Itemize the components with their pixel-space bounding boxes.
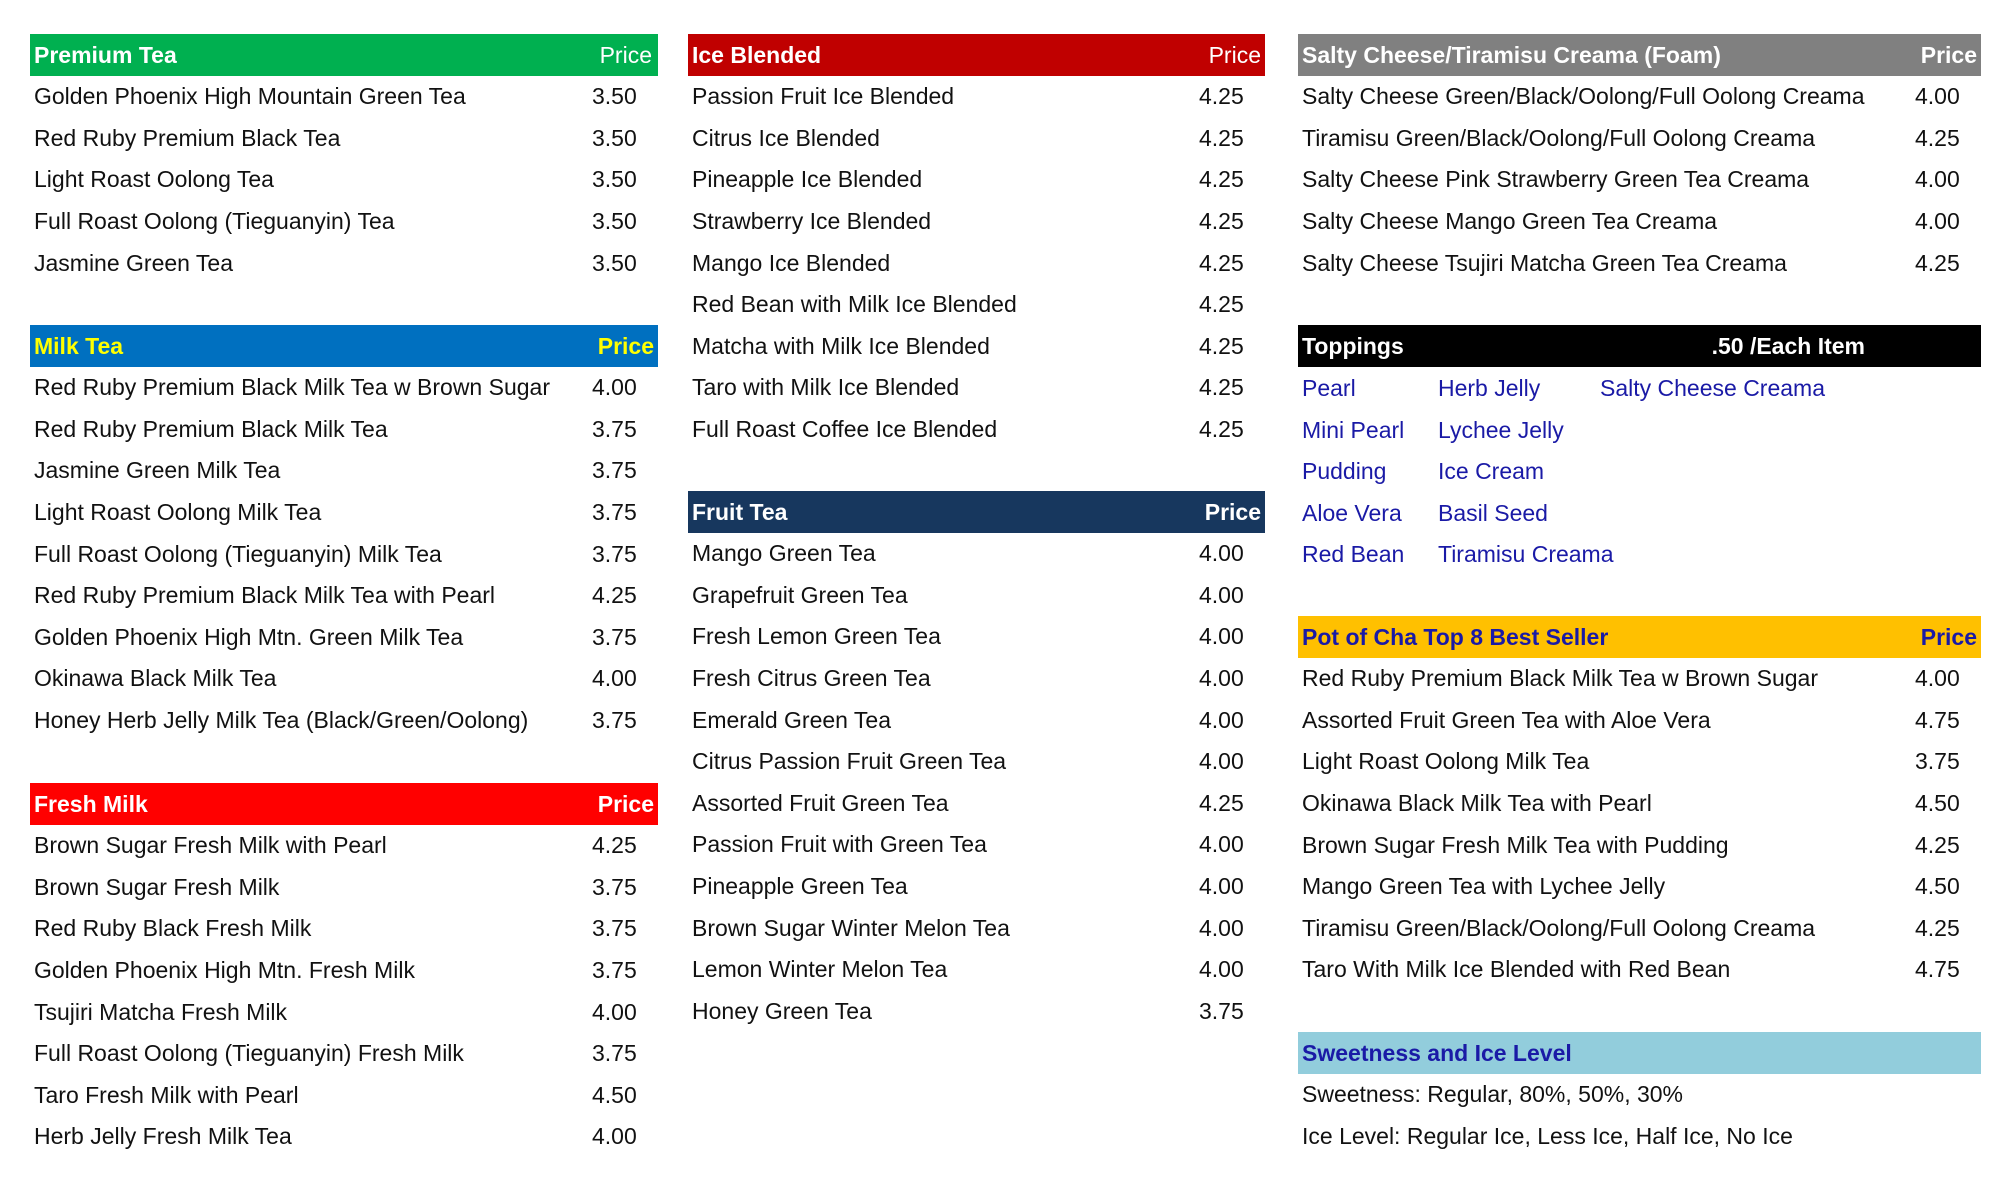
fruit-tea-section — [688, 491, 1265, 1032]
item-price: 4.25 — [1199, 332, 1244, 359]
item-price: 4.25 — [592, 582, 637, 609]
item-name: Assorted Fruit Green Tea — [692, 789, 949, 816]
item-price: 4.25 — [1199, 291, 1244, 318]
sweetness-section — [1298, 1032, 1981, 1157]
price-label: Price — [597, 790, 654, 817]
item-name: Emerald Green Tea — [692, 706, 892, 733]
section-title: Ice Blended — [692, 41, 822, 68]
item-price: 3.75 — [1199, 997, 1244, 1024]
item-price: 4.00 — [1199, 706, 1244, 733]
sweetness-header — [1298, 1032, 1981, 1074]
price-label: Price — [1204, 498, 1261, 525]
fruit-tea-header — [688, 491, 1265, 533]
menu-item-row — [688, 326, 1265, 368]
item-name: Golden Phoenix High Mtn. Green Milk Tea — [34, 623, 464, 650]
item-price: 3.50 — [592, 166, 637, 193]
item-price: 4.75 — [1915, 956, 1960, 983]
menu-item-row — [1298, 824, 1981, 866]
item-name: Tsujiri Matcha Fresh Milk — [34, 998, 288, 1025]
item-price: 3.75 — [592, 499, 637, 526]
section-title: Fresh Milk — [34, 790, 148, 817]
item-name: Citrus Ice Blended — [692, 124, 880, 151]
menu-item-row — [688, 575, 1265, 617]
item-price: 3.75 — [592, 540, 637, 567]
milk-tea-header — [30, 325, 658, 367]
topping-item: Basil Seed — [1438, 499, 1548, 526]
menu-item-row — [1298, 783, 1981, 825]
item-price: 4.50 — [592, 1081, 637, 1108]
item-name: Mango Green Tea with Lychee Jelly — [1302, 873, 1666, 900]
salty-cheese-list — [1298, 76, 1981, 284]
menu-item-row — [30, 492, 658, 534]
item-price: 3.50 — [592, 249, 637, 276]
topping-item: Salty Cheese Creama — [1600, 375, 1825, 401]
menu-item-row — [688, 159, 1265, 201]
item-price: 4.00 — [1915, 208, 1960, 235]
item-name: Tiramisu Green/Black/Oolong/Full Oolong Creama — [1302, 124, 1816, 151]
menu-item-row — [1298, 866, 1981, 908]
menu-item-row — [1298, 658, 1981, 700]
item-price: 4.00 — [592, 374, 637, 401]
salty-cheese-header — [1298, 34, 1981, 76]
item-name: Red Ruby Premium Black Milk Tea w Brown Sugar — [1302, 665, 1818, 692]
menu-item-row — [30, 991, 658, 1033]
fresh-milk-section — [30, 783, 658, 1158]
item-price: 4.00 — [1199, 665, 1244, 692]
menu-item-row — [30, 367, 658, 409]
item-price: 4.25 — [1199, 249, 1244, 276]
item-name: Salty Cheese Green/Black/Oolong/Full Oolong Creama — [1302, 83, 1865, 110]
item-name: Brown Sugar Fresh Milk with Pearl — [34, 832, 387, 859]
section-title: Fruit Tea — [692, 498, 788, 525]
item-price: 4.25 — [1915, 914, 1960, 941]
price-label: Price — [599, 41, 652, 68]
topping-item: Mini Pearl — [1302, 416, 1405, 443]
menu-item-row — [688, 824, 1265, 866]
item-price: 4.25 — [1915, 831, 1960, 858]
menu-item-row — [688, 741, 1265, 783]
item-price: 4.25 — [1199, 124, 1244, 151]
item-name: Honey Green Tea — [692, 997, 872, 1024]
fresh-milk-header — [30, 783, 658, 825]
item-price: 4.25 — [1915, 124, 1960, 151]
item-price: 3.75 — [592, 873, 637, 900]
salty-cheese-section — [1298, 34, 1981, 284]
menu-item-row — [30, 76, 658, 118]
item-price: 4.00 — [1199, 748, 1244, 775]
menu-item-row — [30, 242, 658, 284]
item-price: 4.25 — [1199, 83, 1244, 110]
topping-row — [1298, 492, 1981, 534]
price-label: Price — [1920, 623, 1977, 650]
topping-item: Pudding — [1302, 458, 1387, 485]
topping-row — [1298, 367, 1981, 409]
item-name: Jasmine Green Tea — [34, 249, 234, 276]
menu-item-row — [688, 284, 1265, 326]
topping-item: Tiramisu Creama — [1438, 541, 1614, 568]
item-name: Taro Fresh Milk with Pearl — [34, 1081, 299, 1108]
item-price: 4.00 — [1199, 873, 1244, 900]
item-name: Okinawa Black Milk Tea with Pearl — [1302, 790, 1652, 817]
item-name: Okinawa Black Milk Tea — [34, 665, 277, 692]
best-seller-list — [1298, 658, 1981, 991]
fruit-tea-list — [688, 533, 1265, 1032]
item-name: Red Ruby Premium Black Milk Tea w Brown Sugar — [34, 374, 550, 401]
menu-item-row — [30, 617, 658, 659]
menu-item-row — [688, 201, 1265, 243]
best-seller-section — [1298, 616, 1981, 991]
item-name: Salty Cheese Mango Green Tea Creama — [1302, 208, 1718, 235]
item-name: Passion Fruit with Green Tea — [692, 831, 987, 858]
item-name: Pineapple Green Tea — [692, 873, 908, 900]
premium-tea-section — [30, 34, 658, 284]
price-label: Price — [1208, 41, 1261, 68]
item-price: 4.75 — [1915, 706, 1960, 733]
item-price: 3.75 — [1915, 748, 1960, 775]
item-name: Assorted Fruit Green Tea with Aloe Vera — [1302, 706, 1711, 733]
section-title: Pot of Cha Top 8 Best Seller — [1302, 623, 1609, 650]
item-price: 4.00 — [1199, 831, 1244, 858]
menu-item-row — [30, 450, 658, 492]
item-price: 4.50 — [1915, 873, 1960, 900]
premium-tea-header — [30, 34, 658, 76]
topping-row — [1298, 533, 1981, 575]
menu-item-row — [688, 409, 1265, 451]
sweetness-text: Sweetness: Regular, 80%, 50%, 30% — [1302, 1081, 1684, 1108]
menu-item-row — [30, 159, 658, 201]
menu-item-row — [30, 118, 658, 160]
toppings-header — [1298, 325, 1981, 367]
menu-item-row — [30, 700, 658, 742]
item-price: 3.75 — [592, 915, 637, 942]
item-price: 4.25 — [592, 832, 637, 859]
item-price: 3.75 — [592, 957, 637, 984]
item-name: Citrus Passion Fruit Green Tea — [692, 748, 1007, 775]
section-title: Toppings — [1302, 332, 1404, 359]
topping-item: Aloe Vera — [1302, 499, 1402, 526]
menu-item-row — [688, 699, 1265, 741]
item-name: Mango Green Tea — [692, 540, 876, 567]
item-price: 4.00 — [1199, 623, 1244, 650]
menu-item-row — [1298, 949, 1981, 991]
menu-item-row — [688, 949, 1265, 991]
menu-item-row — [30, 201, 658, 243]
item-price: 4.50 — [1915, 790, 1960, 817]
topping-row — [1298, 409, 1981, 451]
section-title: Salty Cheese/Tiramisu Creama (Foam) — [1302, 41, 1721, 68]
menu-item-row — [1298, 700, 1981, 742]
menu-item-row — [688, 533, 1265, 575]
item-name: Lemon Winter Melon Tea — [692, 956, 948, 983]
premium-tea-list — [30, 76, 658, 284]
item-name: Light Roast Oolong Milk Tea — [34, 499, 322, 526]
item-name: Brown Sugar Fresh Milk — [34, 873, 280, 900]
menu-item-row — [30, 575, 658, 617]
price-label: Price — [1920, 41, 1977, 68]
item-name: Taro with Milk Ice Blended — [692, 374, 960, 401]
menu-item-row — [30, 409, 658, 451]
ice-blended-header — [688, 34, 1265, 76]
menu-item-row — [30, 867, 658, 909]
menu-item-row — [30, 825, 658, 867]
item-name: Passion Fruit Ice Blended — [692, 83, 955, 110]
topping-item: Pearl — [1302, 375, 1356, 401]
item-price: 4.00 — [592, 665, 637, 692]
item-name: Brown Sugar Fresh Milk Tea with Pudding — [1302, 831, 1729, 858]
menu-item-row — [688, 866, 1265, 908]
item-name: Fresh Lemon Green Tea — [692, 623, 941, 650]
menu-item-row — [1298, 242, 1981, 284]
menu-item-row — [30, 908, 658, 950]
item-price: 4.25 — [1199, 374, 1244, 401]
item-price: 4.25 — [1199, 208, 1244, 235]
topping-item: Ice Cream — [1438, 458, 1545, 485]
topping-row — [1298, 450, 1981, 492]
item-name: Red Bean with Milk Ice Blended — [692, 291, 1017, 318]
item-price: 3.75 — [592, 457, 637, 484]
item-name: Golden Phoenix High Mountain Green Tea — [34, 83, 466, 110]
milk-tea-section — [30, 325, 658, 741]
menu-item-row — [30, 658, 658, 700]
item-name: Strawberry Ice Blended — [692, 208, 932, 235]
item-name: Golden Phoenix High Mtn. Fresh Milk — [34, 957, 415, 984]
menu-item-row — [1298, 76, 1981, 118]
item-name: Light Roast Oolong Milk Tea — [1302, 748, 1590, 775]
sweetness-line — [1298, 1074, 1981, 1116]
menu-item-row — [688, 242, 1265, 284]
item-price: 3.75 — [592, 1040, 637, 1067]
item-name: Salty Cheese Tsujiri Matcha Green Tea Creama — [1302, 249, 1787, 276]
section-title: Premium Tea — [34, 41, 177, 68]
item-name: Taro With Milk Ice Blended with Red Bean — [1302, 956, 1731, 983]
item-name: Pineapple Ice Blended — [692, 166, 923, 193]
menu-item-row — [688, 658, 1265, 700]
ice-blended-section — [688, 34, 1265, 450]
item-name: Full Roast Oolong (Tieguanyin) Milk Tea — [34, 540, 442, 567]
item-price: 3.75 — [592, 707, 637, 734]
item-name: Fresh Citrus Green Tea — [692, 665, 931, 692]
menu-item-row — [30, 533, 658, 575]
item-name: Red Ruby Premium Black Tea — [34, 124, 341, 151]
item-price: 3.75 — [592, 415, 637, 442]
item-name: Matcha with Milk Ice Blended — [692, 332, 990, 359]
item-price: 4.00 — [1915, 166, 1960, 193]
topping-item: Herb Jelly — [1438, 375, 1541, 401]
topping-item: Lychee Jelly — [1438, 416, 1564, 443]
fresh-milk-list — [30, 825, 658, 1158]
menu-item-row — [1298, 118, 1981, 160]
item-name: Red Ruby Premium Black Milk Tea — [34, 415, 388, 442]
item-name: Tiramisu Green/Black/Oolong/Full Oolong Creama — [1302, 914, 1816, 941]
item-price: 4.25 — [1199, 416, 1244, 443]
item-name: Full Roast Coffee Ice Blended — [692, 416, 998, 443]
ice-level-text: Ice Level: Regular Ice, Less Ice, Half Ice, No Ice — [1302, 1122, 1793, 1149]
item-price: 4.25 — [1915, 249, 1960, 276]
menu-item-row — [688, 991, 1265, 1033]
item-name: Red Ruby Premium Black Milk Tea with Pearl — [34, 582, 496, 609]
menu-item-row — [1298, 159, 1981, 201]
item-price: 4.00 — [1915, 83, 1960, 110]
item-price: 4.00 — [1199, 956, 1244, 983]
menu-item-row — [688, 118, 1265, 160]
toppings-section — [1298, 325, 1981, 575]
menu-item-row — [688, 616, 1265, 658]
item-name: Full Roast Oolong (Tieguanyin) Fresh Milk — [34, 1040, 464, 1067]
item-name: Full Roast Oolong (Tieguanyin) Tea — [34, 208, 395, 235]
item-price: 4.00 — [1199, 540, 1244, 567]
section-title: Sweetness and Ice Level — [1302, 1039, 1572, 1066]
item-price: 4.25 — [1199, 789, 1244, 816]
item-price: 4.00 — [1199, 914, 1244, 941]
section-title: Milk Tea — [34, 332, 124, 359]
item-price: 4.00 — [1915, 665, 1960, 692]
menu-item-row — [30, 950, 658, 992]
menu-item-row — [30, 1033, 658, 1075]
menu-item-row — [1298, 908, 1981, 950]
menu-item-row — [30, 1075, 658, 1117]
item-name: Brown Sugar Winter Melon Tea — [692, 914, 1010, 941]
item-name: Grapefruit Green Tea — [692, 581, 908, 608]
item-name: Red Ruby Black Fresh Milk — [34, 915, 312, 942]
menu-item-row — [1298, 741, 1981, 783]
price-label: Price — [597, 332, 654, 359]
menu-item-row — [688, 783, 1265, 825]
menu-item-row — [688, 76, 1265, 118]
menu-item-row — [30, 1116, 658, 1158]
ice-blended-list — [688, 76, 1265, 450]
menu-item-row — [688, 907, 1265, 949]
item-price: 3.50 — [592, 124, 637, 151]
menu-item-row — [1298, 201, 1981, 243]
item-price: 3.50 — [592, 208, 637, 235]
item-price: 4.25 — [1199, 166, 1244, 193]
topping-item: Red Bean — [1302, 541, 1405, 568]
item-name: Honey Herb Jelly Milk Tea (Black/Green/Oolong) — [34, 707, 529, 734]
item-name: Herb Jelly Fresh Milk Tea — [34, 1123, 292, 1150]
milk-tea-list — [30, 367, 658, 741]
toppings-price-label: .50 /Each Item — [1711, 332, 1865, 359]
item-price: 4.00 — [592, 998, 637, 1025]
item-price: 4.00 — [592, 1123, 637, 1150]
item-price: 3.50 — [592, 83, 637, 110]
ice-level-line — [1298, 1116, 1981, 1158]
menu-item-row — [688, 367, 1265, 409]
item-name: Light Roast Oolong Tea — [34, 166, 274, 193]
item-name: Mango Ice Blended — [692, 249, 891, 276]
item-price: 4.00 — [1199, 581, 1244, 608]
toppings-list — [1298, 367, 1981, 575]
best-seller-header — [1298, 616, 1981, 658]
item-name: Jasmine Green Milk Tea — [34, 457, 281, 484]
item-price: 3.75 — [592, 623, 637, 650]
item-name: Salty Cheese Pink Strawberry Green Tea Creama — [1302, 166, 1810, 193]
